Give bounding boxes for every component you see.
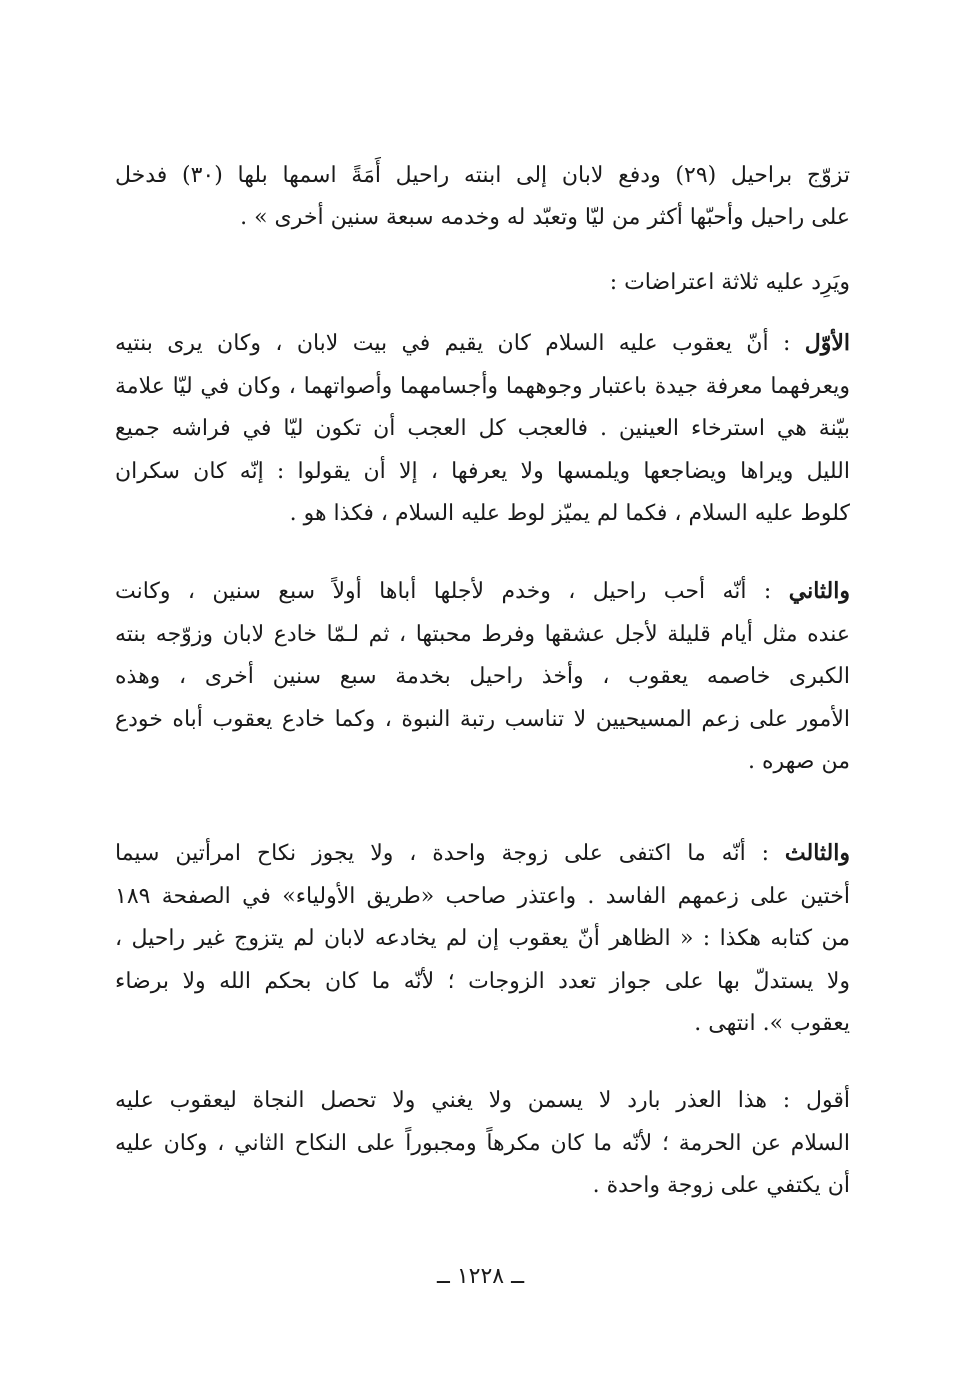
second-objection-lead: والثاني — [788, 578, 850, 604]
first-objection-paragraph — [115, 322, 850, 536]
first-objection-line-3: بيّنة هي استرخاء العينين . فالعجب كل العجب أن تكون ليّا في فراشه جميع — [115, 416, 850, 441]
third-objection-paragraph — [115, 832, 850, 1046]
third-objection-line-2: أختين على زعمهم الفاسد . واعتذر صاحب «طريق الأولياء» في الصفحة ١٨٩ — [115, 883, 850, 909]
response-line-2: السلام عن الحرمة ؛ لأنّه ما كان مكرهاً ومجبوراً على النكاح الثاني ، وكان عليه — [115, 1130, 850, 1156]
first-objection-line-1-text: : أنّ يعقوب عليه السلام كان يقيم في بيت لابان ، وكان يرى بنتيه — [115, 331, 805, 356]
second-objection-line-5: من صهره . — [748, 749, 850, 774]
page-number: ــ ١٢٢٨ ــ — [436, 1264, 525, 1289]
response-line-1: أقول : هذا العذر بارد لا يسمن ولا يغني ولا تحصل النجاة ليعقوب عليه — [115, 1088, 850, 1113]
third-objection-lead: والثالث — [784, 840, 850, 866]
response-paragraph — [115, 1080, 850, 1208]
first-objection-line-4: الليل ويراها ويضاجعها ويلمسها ولا يعرفها ، إلا أن يقولوا : إنّه كان سكران — [115, 458, 850, 484]
third-objection-line-1-text: : أنّه ما اكتفى على زوجة واحدة ، ولا يجوز نكاح امرأتين سيما — [115, 841, 785, 866]
second-objection-line-1-text: : أنّه أحب راحيل ، وخدم لأجلها أباها أولاً سبع سنين ، وكانت — [115, 579, 789, 604]
second-objection-line-3: الكبرى خاصمه يعقوب ، وأخذ راحيل بخدمة سبع سنين أخرى ، وهذه — [115, 664, 850, 689]
first-objection-line-1 — [115, 322, 850, 366]
objections-intro-line: ويَرِد عليه ثلاثة اعتراضات : — [609, 270, 850, 295]
third-objection-line-5: يعقوب ». انتهى . — [694, 1011, 850, 1036]
second-objection-line-2: عنده مثل أيام قليلة لأجل عشقها وفرط محبتها ، ثم لـمّا خادع لابان وزوّجه بنته — [115, 621, 850, 647]
intro-paragraph — [115, 155, 850, 239]
intro-line-1: تزوّج براحيل (٢٩) ودفع لابان إلى ابنته راحيل أَمَةً اسمها بلها (٣٠) فدخل — [115, 163, 850, 188]
objections-intro — [115, 262, 850, 304]
second-objection-line-4: الأمور على زعم المسيحيين لا تناسب رتبة النبوة ، وكما خادع يعقوب أباه خودع — [115, 706, 850, 732]
second-objection-line-1 — [115, 570, 850, 614]
first-objection-lead: الأوّل — [804, 330, 850, 356]
third-objection-line-3: من كتابه هكذا : « الظاهر أنّ يعقوب إن لم يخادعه لابان لم يتزوج غير راحيل ، — [115, 926, 850, 951]
third-objection-line-4: ولا يستدلّ بها على جواز تعدد الزوجات ؛ لأنّه ما كان بحكم الله ولا برضاء — [115, 968, 850, 994]
response-line-3: أن يكتفي على زوجة واحدة . — [592, 1173, 850, 1198]
intro-line-2: على راحيل وأحبّها أكثر من ليّا وتعبّد له وخدمه سبعة سنين أخرى » . — [240, 205, 850, 230]
first-objection-line-2: ويعرفهما معرفة جيدة باعتبار وجوههما وأجسامهما وأصواتهما ، وكان في ليّا علامة — [115, 373, 850, 399]
third-objection-line-1 — [115, 832, 850, 876]
first-objection-line-5: كلوط عليه السلام ، فكما لم يميّز لوط عليه السلام ، فكذا هو . — [289, 501, 850, 526]
second-objection-paragraph — [115, 570, 850, 784]
